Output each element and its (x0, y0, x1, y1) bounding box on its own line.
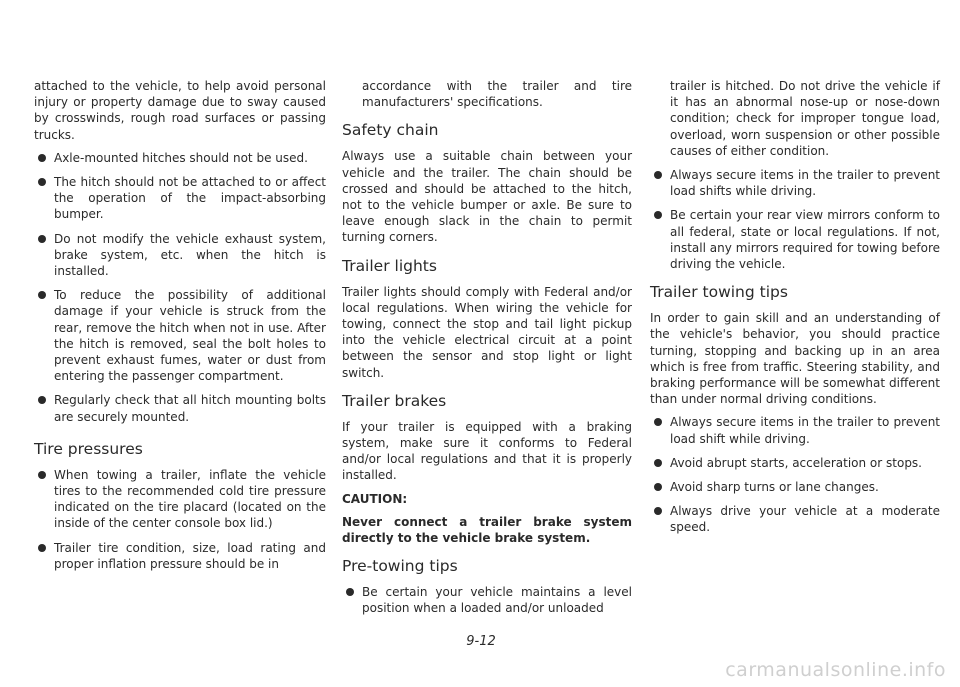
paragraph: attached to the vehicle, to help avoid personal injury or property damage due to sway caused by crosswinds, rough road surfaces or passing trucks. (34, 79, 326, 142)
caution-label: CAUTION: (342, 491, 408, 506)
paragraph: If your trailer is equipped with a braking system, make sure it conforms to Federal and/or local regulations and that it is properly installed. (342, 419, 632, 483)
page-number: 9-12 (466, 634, 496, 649)
bullet-item: Regularly check that all hitch mounting bolts are securely mounted. (34, 392, 326, 424)
paragraph: In order to gain skill and an understanding of the vehicle's behavior, you should practice turning, stopping and backing up in an area which is free from traffic. Steering stability, and braking performance will be somewhat different than under normal driving conditions. (650, 311, 940, 407)
bullet-item: Avoid sharp turns or lane changes. (650, 479, 940, 495)
hitch-bullet-list (34, 150, 326, 425)
column-right (650, 78, 940, 544)
section-heading-tire-pressures: Tire pressures (34, 439, 143, 458)
section-heading-trailer-lights: Trailer lights (342, 256, 437, 275)
bullet-item: Axle-mounted hitches should not be used. (34, 150, 326, 166)
section-heading-pre-towing-tips: Pre-towing tips (342, 557, 458, 576)
bullet-item: Always drive your vehicle at a moderate speed. (650, 503, 940, 535)
continued-bullet (342, 78, 632, 110)
column-middle (342, 78, 632, 624)
bullet-item: Be certain your vehicle maintains a level position when a loaded and/or unloaded (342, 584, 632, 616)
bullet-item: Always secure items in the trailer to prevent load shifts while driving. (650, 167, 940, 199)
bullet-item: The hitch should not be attached to or affect the operation of the impact-absorbing bumper. (34, 174, 326, 223)
section-heading-trailer-towing-tips: Trailer towing tips (650, 283, 788, 302)
continued-text (342, 78, 632, 110)
bullet-item: Be certain your rear view mirrors conform to all federal, state or local regulations. If not, install any mirrors required for towing before driving the vehicle. (650, 207, 940, 272)
column-left (34, 78, 326, 580)
bullet-item: Do not modify the vehicle exhaust system, brake system, etc. when the hitch is installed. (34, 231, 326, 280)
continued-text (650, 78, 940, 159)
bullet-item: Avoid abrupt starts, acceleration or stops. (650, 455, 940, 471)
bullet-item: To reduce the possibility of additional damage if your vehicle is struck from the rear, remove the hitch when not in use. After the hitch is removed, seal the bolt holes to prevent exhaust fumes, water or dust from entering the passenger compartment. (34, 287, 326, 384)
section-heading-trailer-brakes: Trailer brakes (342, 391, 447, 410)
paragraph: accordance with the trailer and tire manufacturers' specifications. (362, 79, 632, 110)
bullet-item: Always secure items in the trailer to prevent load shift while driving. (650, 414, 940, 446)
bullet-item: Trailer tire condition, size, load rating and proper inflation pressure should be in (34, 540, 326, 572)
tire-bullet-list (34, 467, 326, 572)
caution-text: Never connect a trailer brake system directly to the vehicle brake system. (342, 514, 632, 545)
section-heading-safety-chain: Safety chain (342, 121, 439, 140)
paragraph: trailer is hitched. Do not drive the vehicle if it has an abnormal nose-up or nose-down condition; check for improper tongue load, overload, worn suspension or other possible causes of either condition. (670, 79, 940, 158)
paragraph: Always use a suitable chain between your vehicle and the trailer. The chain should be crossed and should be attached to the hitch, not to the vehicle bumper or axle. Be sure to leave enough slack in the chain to permit turning corners. (342, 149, 632, 245)
towing-bullet-list (650, 414, 940, 535)
paragraph: Trailer lights should comply with Federal and/or local regulations. When wiring the vehicle for towing, connect the stop and tail light pickup into the vehicle electrical circuit at a point between the sensor and stop light or light switch. (342, 284, 632, 380)
pretowing-bullet-list (342, 584, 632, 616)
bullet-item: When towing a trailer, inflate the vehicle tires to the recommended cold tire pressure indicated on the tire placard (located on the inside of the center console box lid.) (34, 467, 326, 532)
continued-bullet (650, 78, 940, 272)
watermark: carmanualsonline.info (725, 659, 946, 681)
